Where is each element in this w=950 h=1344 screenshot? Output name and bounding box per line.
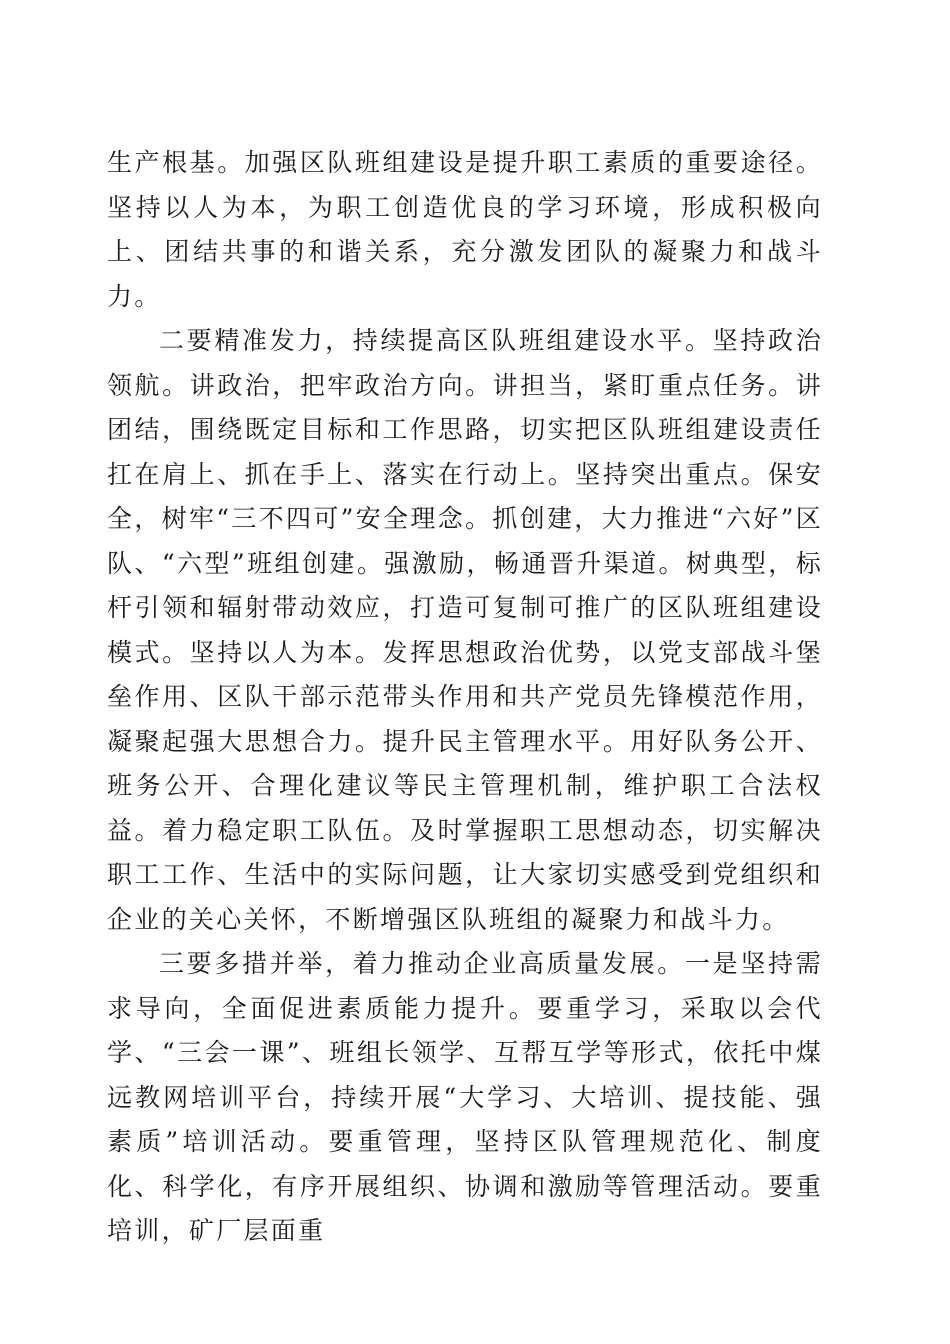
paragraph-section-three: 三要多措并举，着力推动企业高质量发展。一是坚持需求导向，全面促进素质能力提升。要重学习，采取以会代学、“三会一课”、班组长领学、互帮互学等形式，依托中煤远教网培训平台，持续开展“大学习、大培训、提技能、强素质”培训活动。要重管理，坚持区队管理规范化、制度化、科学化，有序开展组织、协调和激励等管理活动。要重培训，矿厂层面重 [107,949,823,1245]
paragraph-continuation: 生产根基。加强区队班组建设是提升职工素质的重要途径。坚持以人为本，为职工创造优良的学习环境，形成积极向上、团结共事的和谐关系，充分激发团队的凝聚力和战斗力。 [107,148,823,311]
document-body [107,141,823,1254]
paragraph-section-two: 二要精准发力，持续提高区队班组建设水平。坚持政治领航。讲政治，把牢政治方向。讲担当，紧盯重点任务。讲团结，围绕既定目标和工作思路，切实把区队班组建设责任扛在肩上、抓在手上、落实在行动上。坚持突出重点。保安全，树牢“三不四可”安全理念。抓创建，大力推进“六好”区队、“六型”班组创建。强激励，畅通晋升渠道。树典型，标杆引领和辐射带动效应，打造可复制可推广的区队班组建设模式。坚持以人为本。发挥思想政治优势，以党支部战斗堡垒作用、区队干部示范带头作用和共产党员先锋模范作用，凝聚起强大思想合力。提升民主管理水平。用好队务公开、班务公开、合理化建议等民主管理机制，维护职工合法权益。着力稳定职工队伍。及时掌握职工思想动态，切实解决职工工作、生活中的实际问题，让大家切实感受到党组织和企业的关心关怀，不断增强区队班组的凝聚力和战斗力。 [107,326,823,934]
